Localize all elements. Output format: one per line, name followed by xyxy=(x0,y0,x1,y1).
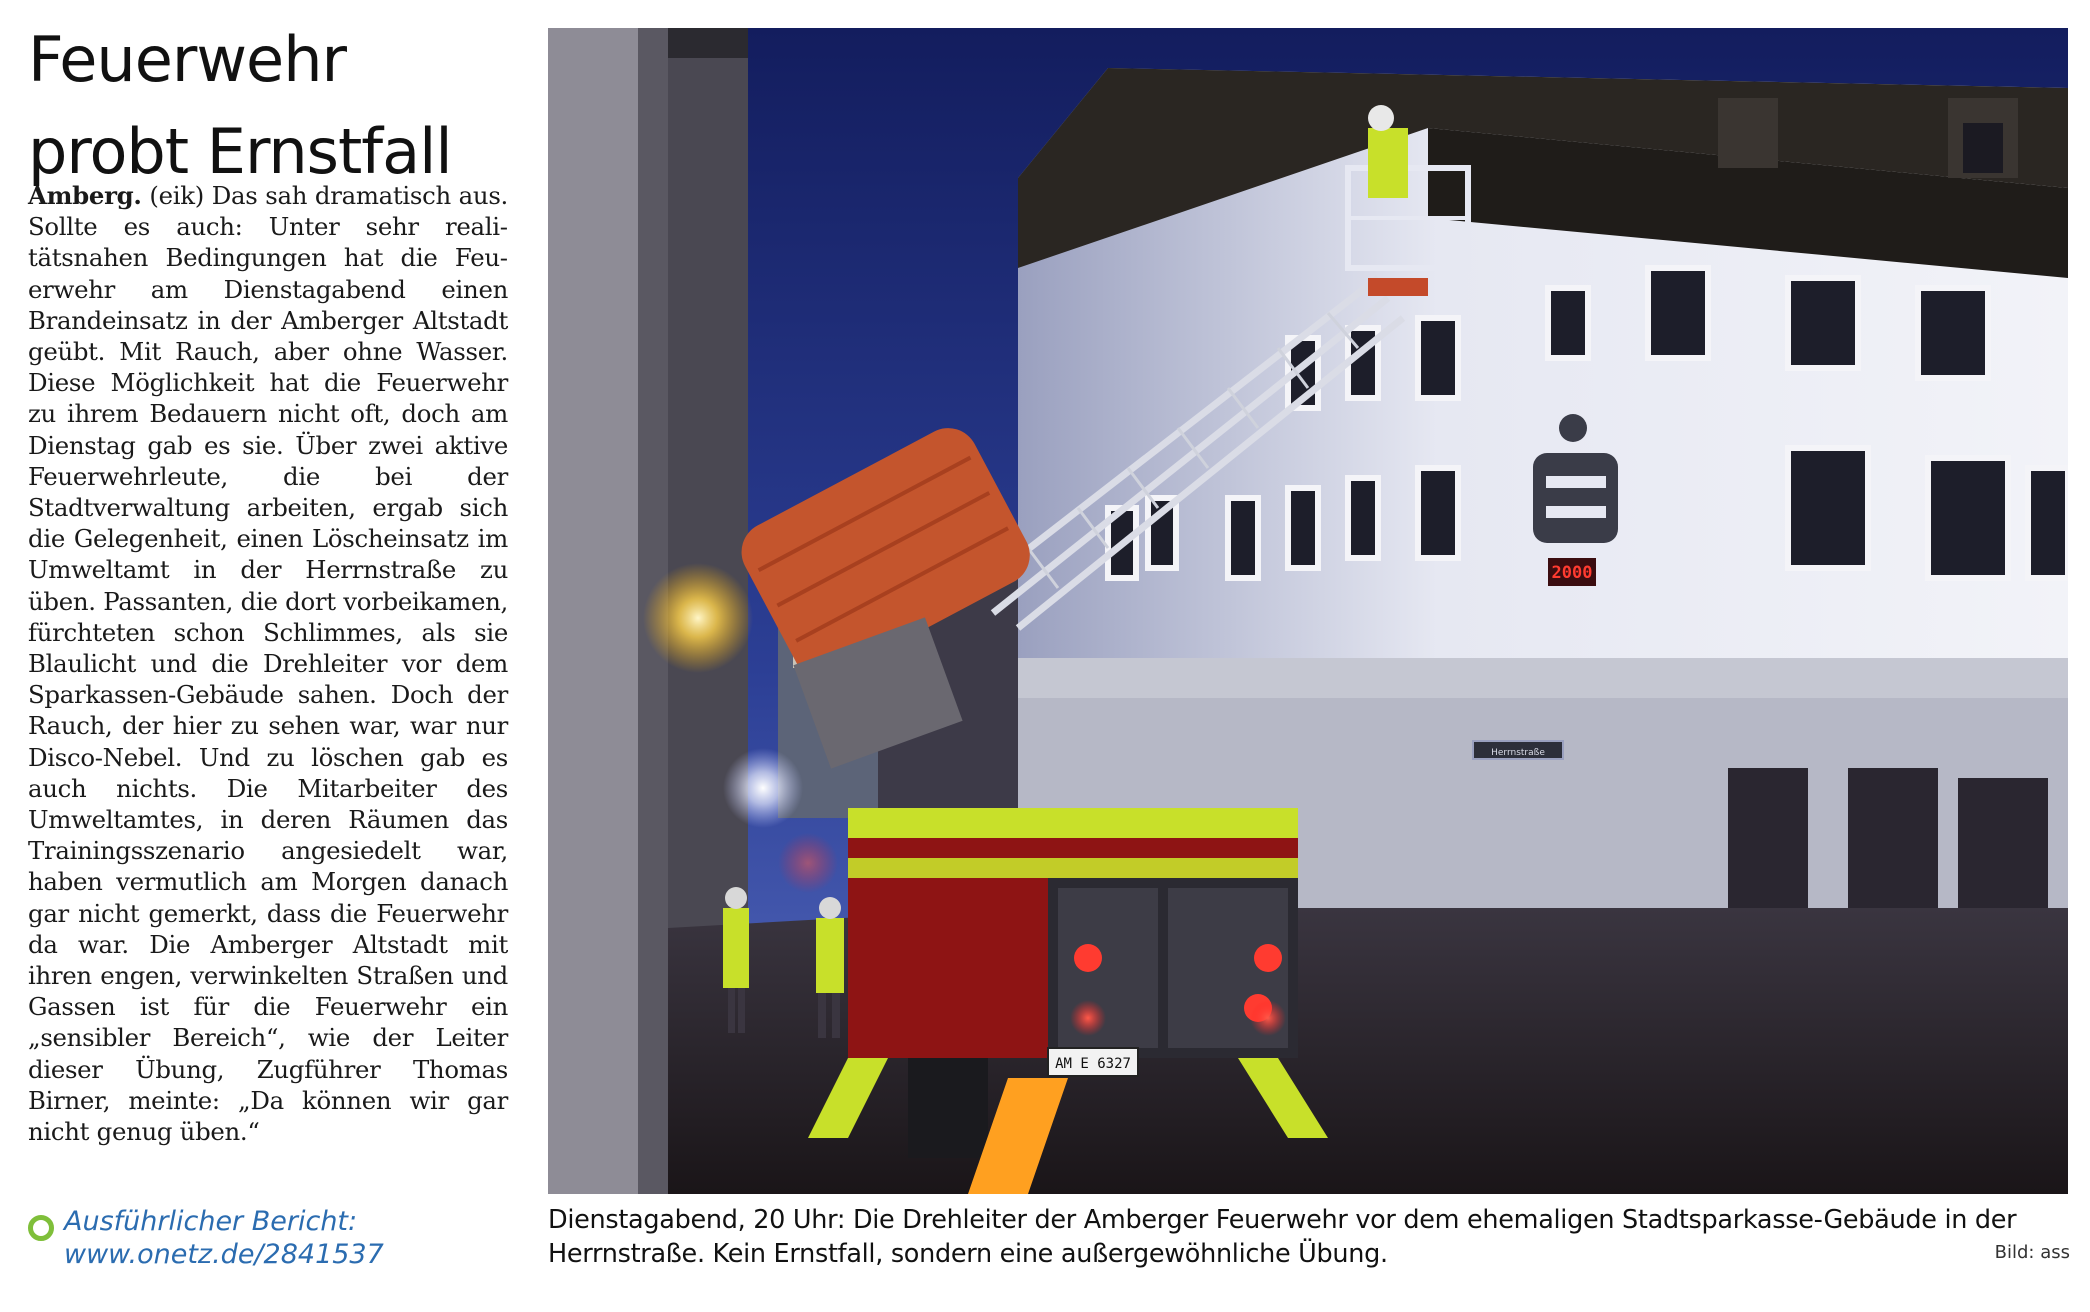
photo-illustration xyxy=(548,28,2068,1194)
headline-line-2: probt Ernstfall xyxy=(28,115,452,188)
photo-caption: Dienstagabend, 20 Uhr: Die Drehleiter der Amberger Feuerwehr vor dem ehemaligen Stadtsparkasse-Gebäude in der Herrnstraße. Kein Ernstfall, sondern eine außergewöhnliche Übung. xyxy=(548,1205,2017,1269)
license-plate: AM E 6327 xyxy=(1055,1056,1131,1072)
more-info-label: Ausführlicher Bericht: xyxy=(64,1206,358,1237)
headline xyxy=(28,14,528,198)
led-clock: 2000 xyxy=(1551,563,1593,583)
street-sign: Herrnstraße xyxy=(1491,748,1545,758)
article-body-text: (eik) Das sah dramatisch aus. Sollte es auch: Unter sehr realitätsnahen Bedingungen hat die Feuerwehr am Dienstagabend einen Brandeinsatz in der Amberger Altstadt geübt. Mit Rauch, aber ohne Wasser. Diese Möglichkeit hat die Feuerwehr zu ihrem Bedauern nicht oft, doch am Dienstag gab es sie. Über zwei aktive Feuerwehrleute, die bei der Stadtverwaltung arbeiten, ergab sich die Gelegenheit, einen Löscheinsatz im Umweltamt in der Herrnstraße zu üben. Passanten, die dort vorbeikamen, fürchteten schon Schlimmes, als sie Blaulicht und die Drehleiter vor dem Sparkassen-Gebäude sahen. Doch der Rauch, der hier zu sehen war, war nur Disco-Nebel. Und zu löschen gab es auch nichts. Die Mitarbeiter des Umweltamtes, in deren Räumen das Trainingsszenario angesiedelt war, haben vermutlich am Morgen danach gar nicht gemerkt, dass die Feuerwehr da war. Die Amberger Altstadt mit ihren engen, verwinkelten Straßen und Gassen ist für die Feuerwehr ein „sensibler Bereich“, wie der Leiter dieser Übung, Zugführer Thomas Birner, meinte: „Da können wir gar nicht genug üben.“ xyxy=(28,181,508,1147)
more-info-link[interactable] xyxy=(28,1205,448,1271)
article-body xyxy=(28,180,508,1147)
more-info-url[interactable]: www.onetz.de/2841537 xyxy=(64,1239,384,1270)
circle-icon xyxy=(28,1215,54,1241)
dateline: Amberg. xyxy=(28,181,142,210)
photo-credit: Bild: ass xyxy=(1994,1242,2070,1263)
headline-line-1: Feuerwehr xyxy=(28,23,346,96)
article-photo xyxy=(548,28,2068,1194)
